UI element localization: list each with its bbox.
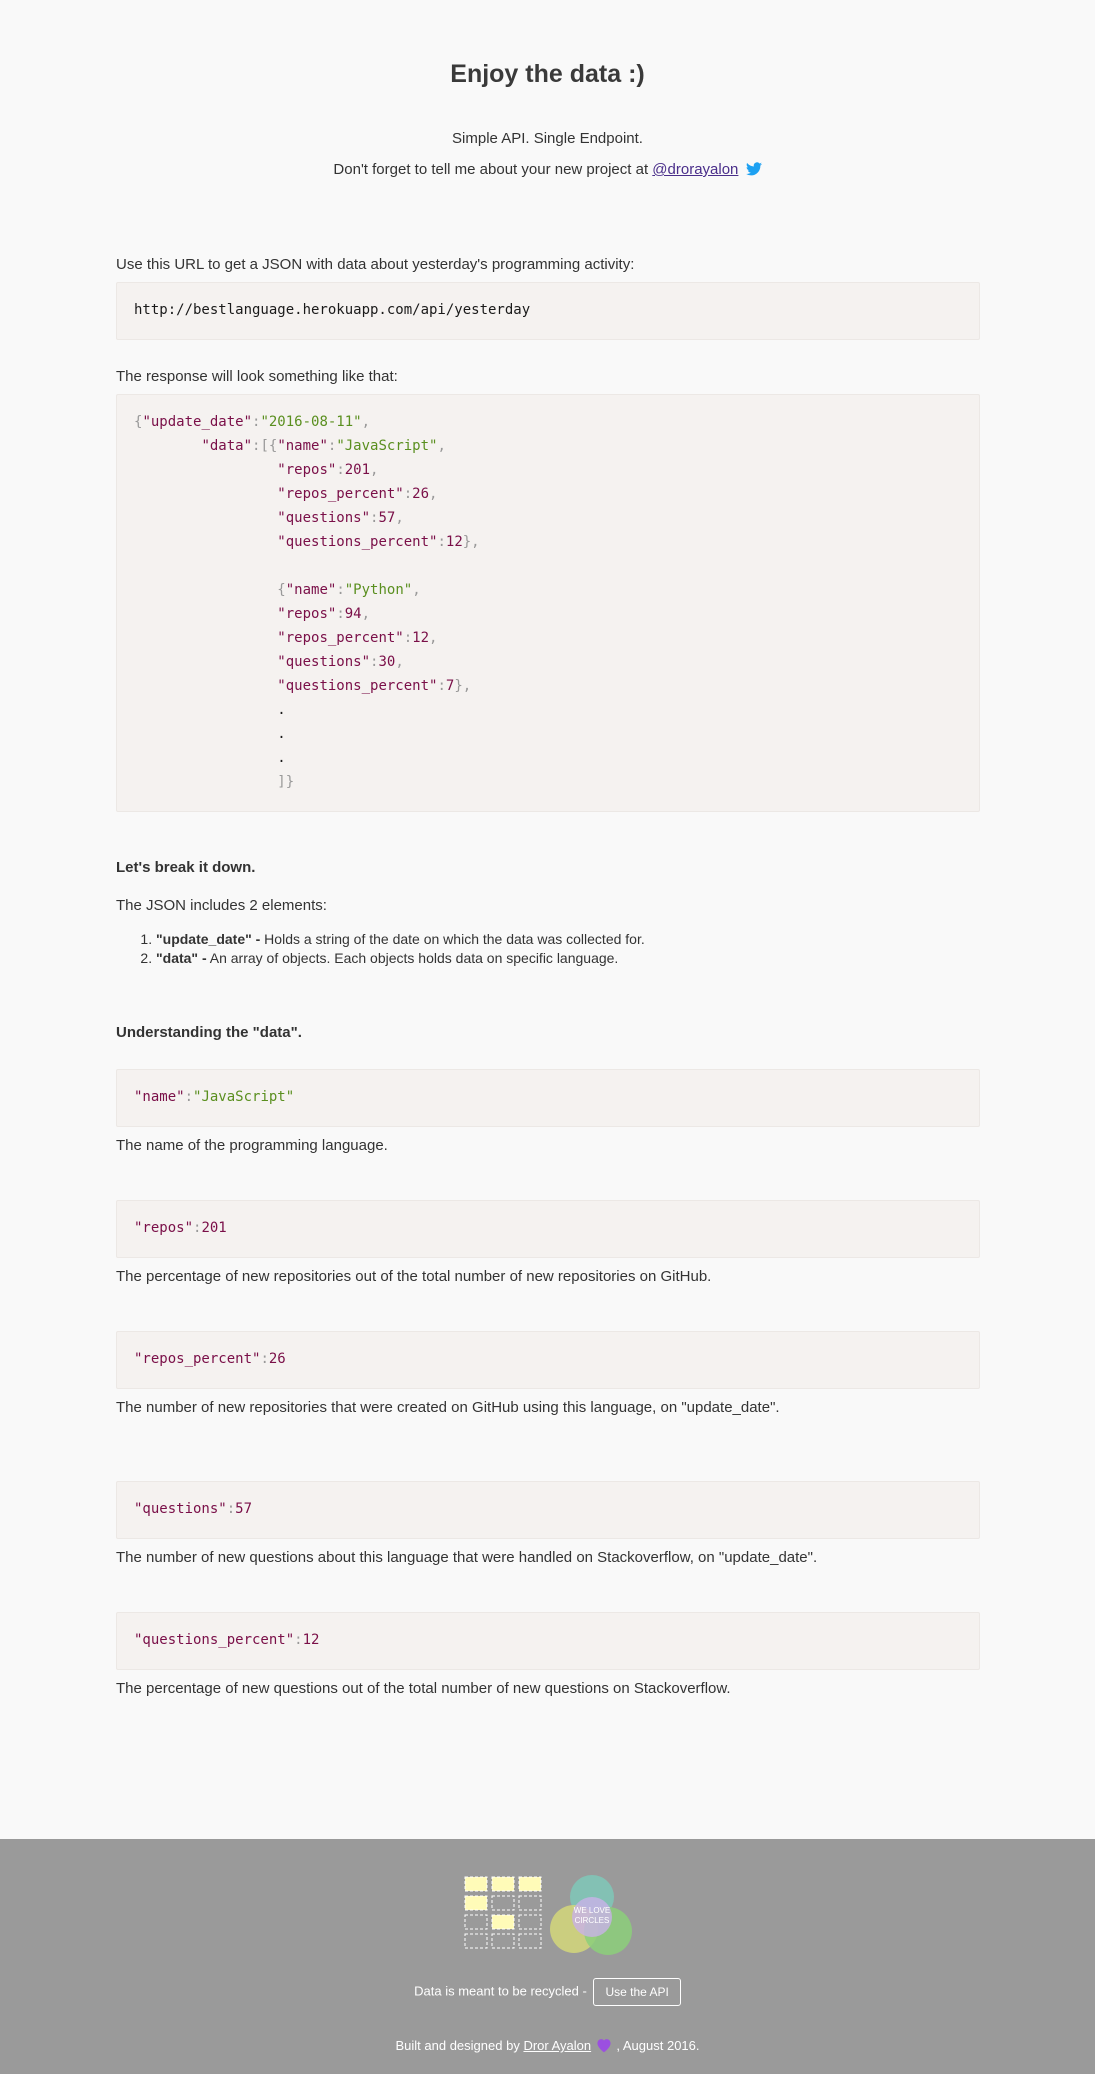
code-line: "repos":94, [277, 606, 371, 622]
circles-text-1: WE LOVE [573, 1906, 611, 1915]
field-code-box [116, 1331, 980, 1389]
breakdown-list [116, 930, 645, 968]
author-link[interactable]: Dror Ayalon [523, 2038, 592, 2053]
code-line: {"name":"Python", [277, 582, 421, 598]
code-line: "questions":57 [134, 1501, 253, 1517]
date-suffix: , August 2016. [616, 2038, 700, 2053]
contact-text: Don't forget to tell me about your new project at [333, 161, 649, 178]
list-item: 1. "update_date" - Holds a string of the date on which the data was collected for. [156, 930, 645, 949]
code-line: "questions_percent":12 [134, 1632, 320, 1648]
use-api-button[interactable]: Use the API [593, 1978, 680, 2006]
code-line: "repos_percent":26 [134, 1351, 286, 1367]
built-by-text: Built and designed by [395, 2038, 520, 2053]
endpoint-url-box[interactable] [116, 282, 980, 340]
code-line: "questions_percent":12}, [277, 534, 480, 550]
breakdown-heading: Let's break it down. [116, 859, 256, 876]
code-line: "data":[{"name":"JavaScript", [201, 438, 446, 454]
response-intro: The response will look something like that: [116, 368, 398, 385]
field-code-box [116, 1481, 980, 1539]
field-description: The name of the programming language. [116, 1137, 388, 1154]
code-line: . [277, 726, 286, 742]
twitter-bird-icon[interactable] [746, 162, 762, 180]
twitter-handle-link[interactable]: @drorayalon [652, 161, 739, 178]
page-title: Enjoy the data :) [450, 60, 645, 88]
recycle-text: Data is meant to be recycled - [414, 1983, 587, 1999]
field-description: The percentage of new questions out of the total number of new questions on Stackoverflow. [116, 1680, 731, 1697]
response-example-code [116, 394, 980, 812]
code-line: {"update_date":"2016-08-11", [134, 414, 371, 430]
circles-text-2: CIRCLES [574, 1916, 610, 1925]
recycle-row [0, 1978, 1095, 2006]
field-description: The number of new repositories that were created on GitHub using this language, on "update_date". [116, 1399, 780, 1416]
code-line: "repos_percent":26, [277, 486, 438, 502]
footer [0, 1839, 1095, 2074]
code-line: ]} [277, 774, 295, 790]
subtitle: Simple API. Single Endpoint. [452, 130, 643, 147]
code-line: "questions_percent":7}, [277, 678, 472, 694]
code-line: . [277, 750, 286, 766]
code-line: . [277, 702, 286, 718]
breakdown-intro: The JSON includes 2 elements: [116, 897, 327, 914]
code-line: "questions":57, [277, 510, 404, 526]
field-description: The number of new questions about this language that were handled on Stackoverflow, on "update_date". [116, 1549, 818, 1566]
endpoint-url[interactable]: http://bestlanguage.herokuapp.com/api/yesterday [134, 302, 531, 318]
field-code-box [116, 1612, 980, 1670]
field-description: The percentage of new repositories out of the total number of new repositories on GitHub. [116, 1268, 712, 1285]
field-code-box [116, 1069, 980, 1127]
purple-heart-icon [595, 2037, 613, 2056]
code-line: "repos":201, [277, 462, 379, 478]
code-line: "name":"JavaScript" [134, 1089, 295, 1105]
understanding-heading: Understanding the "data". [116, 1024, 302, 1041]
field-code-box [116, 1200, 980, 1258]
circles-logo[interactable] [550, 1875, 634, 1957]
grid-logo[interactable] [463, 1875, 545, 1951]
contact-line [0, 161, 1095, 180]
list-item: 2. "data" - An array of objects. Each objects holds data on specific language. [156, 949, 645, 968]
code-line: "repos_percent":12, [277, 630, 438, 646]
code-line: "repos":201 [134, 1220, 227, 1236]
endpoint-intro: Use this URL to get a JSON with data about yesterday's programming activity: [116, 256, 635, 273]
code-line: "questions":30, [277, 654, 404, 670]
credits-row [0, 2037, 1095, 2056]
